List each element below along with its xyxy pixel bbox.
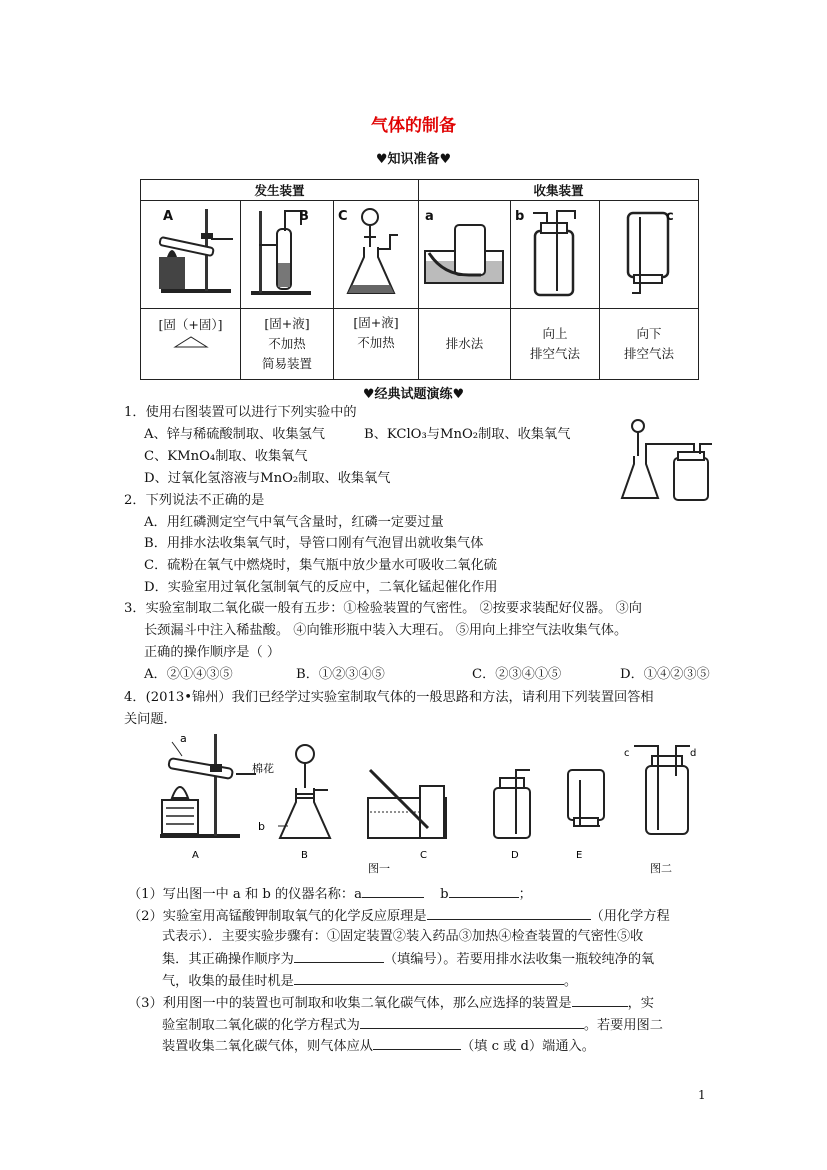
svg-text:d: d <box>690 748 697 759</box>
q2-option-d: D．实验室用过氧化氢制氧气的反应中，二氧化锰起催化作用 <box>144 580 498 595</box>
apparatus-letter: C <box>338 209 348 224</box>
answer-blank[interactable] <box>360 1014 584 1029</box>
apparatus-B-cell <box>241 201 334 309</box>
q3-option-a: A．②①④③⑤ <box>144 667 233 682</box>
svg-text:a: a <box>180 732 187 745</box>
q4-sub3-line3: 装置收集二氧化碳气体，则气体应从 （填 c 或 d）端通入。 <box>162 1035 595 1057</box>
section-heading-knowledge: ♥知识准备♥ <box>375 152 452 167</box>
q2-option-b: B．用排水法收集氧气时，导管口刚有气泡冒出就收集气体 <box>144 536 484 551</box>
q2-stem: 2．下列说法不正确的是 <box>124 493 265 508</box>
q4-sub1: （1）写出图一中 a 和 b 的仪器名称：a b ； <box>128 883 532 905</box>
q4-sub2-line3: 集．其正确操作顺序为 （填编号）。若要用排水法收集一瓶较纯净的氧 <box>162 948 654 970</box>
q3-option-b: B．①②③④⑤ <box>296 667 385 682</box>
q3-line3: 正确的操作顺序是（ ） <box>144 645 281 660</box>
figure-two-bottle-icon <box>624 746 696 834</box>
q4-sub3-line1: （3）利用图一中的装置也可制取和收集二氧化碳气体，那么应选择的装置是 ，实 <box>128 992 654 1014</box>
answer-blank[interactable] <box>572 992 628 1007</box>
label-C: [固+液] 不加热 <box>334 309 419 380</box>
apparatus-E-icon <box>568 770 604 826</box>
q1-option-c: C、KMnO₄制取、收集氧气 <box>144 449 308 464</box>
svg-text:E: E <box>576 850 583 861</box>
apparatus-D-icon <box>494 770 530 838</box>
section-heading-practice: ♥经典试题演练♥ <box>362 387 465 402</box>
svg-text:图二: 图二 <box>650 862 672 875</box>
q1-stem: 1．使用右图装置可以进行下列实验中的 <box>124 405 357 420</box>
heating-test-tube-apparatus-icon <box>141 201 240 305</box>
simple-test-tube-apparatus-icon <box>241 201 333 305</box>
answer-blank[interactable] <box>427 905 591 920</box>
q4-sub2-line2: 式表示）．主要实验步骤有：①固定装置②装入药品③加热④检查装置的气密性⑤收 <box>162 929 644 944</box>
apparatus-C-icon <box>368 770 446 838</box>
generation-header: 发生装置 <box>141 180 419 201</box>
apparatus-letter: A <box>163 209 174 224</box>
collection-b-cell <box>511 201 600 309</box>
q1-option-b: B、KClO₃与MnO₂制取、收集氧气 <box>364 427 571 442</box>
knowledge-table <box>140 179 699 380</box>
q4-sub2-line1: （2）实验室用高锰酸钾制取氧气的化学反应原理是 （用化学方程 <box>128 905 670 927</box>
q3-line1: 3．实验室制取二氧化碳一般有五步：①检验装置的气密性。 ②按要求装配好仪器。 ③向 <box>124 601 642 616</box>
svg-text:图一: 图一 <box>368 862 390 875</box>
answer-blank[interactable] <box>362 883 424 898</box>
label-c: 向下 排空气法 <box>600 309 699 380</box>
collection-c-cell <box>600 201 699 309</box>
label-A: [固（+固）] <box>141 309 241 380</box>
svg-text:B: B <box>301 850 308 861</box>
collection-a-cell <box>419 201 511 309</box>
q2-option-a: A．用红磷测定空气中氧气含量时，红磷一定要过量 <box>144 515 444 530</box>
answer-blank[interactable] <box>294 970 564 985</box>
q4-figure <box>150 730 710 880</box>
q4-sub2-line4: 气，收集的最佳时机是 。 <box>162 970 577 992</box>
apparatus-C-cell <box>334 201 419 309</box>
answer-blank[interactable] <box>449 883 519 898</box>
q4-line2: 关问题． <box>124 712 177 727</box>
q1-option-a: A、锌与稀硫酸制取、收集氢气 <box>144 427 325 442</box>
q3-option-d: D．①④②③⑤ <box>620 667 710 682</box>
q2-option-c: C．硫粉在氧气中燃烧时，集气瓶中放少量水可吸收二氧化硫 <box>144 558 497 573</box>
apparatus-A-cell <box>141 201 241 309</box>
apparatus-B-icon <box>258 745 330 838</box>
apparatus-letter: c <box>666 209 674 224</box>
downward-air-displacement-icon <box>600 201 698 305</box>
page-title: 气体的制备 <box>371 116 456 136</box>
q3-line2: 长颈漏斗中注入稀盐酸。 ④向锥形瓶中装入大理石。 ⑤用向上排空气法收集气体。 <box>144 623 628 638</box>
svg-text:C: C <box>420 850 427 861</box>
svg-text:b: b <box>258 820 265 833</box>
collection-header: 收集装置 <box>419 180 699 201</box>
q4-sub3-line2: 验室制取二氧化碳的化学方程式为 。若要用图二 <box>162 1014 663 1036</box>
svg-text:棉花: 棉花 <box>252 762 274 775</box>
answer-blank[interactable] <box>294 948 384 963</box>
heating-triangle-icon <box>171 335 211 349</box>
apparatus-letter: B <box>299 209 309 224</box>
label-B: [固+液] 不加热 简易装置 <box>241 309 334 380</box>
svg-text:A: A <box>192 850 199 861</box>
label-a: 排水法 <box>419 309 511 380</box>
apparatus-letter: b <box>515 209 525 224</box>
apparatus-A-icon <box>160 732 274 838</box>
answer-blank[interactable] <box>373 1035 461 1050</box>
apparatus-letter: a <box>425 209 434 224</box>
q1-option-d: D、过氧化氢溶液与MnO₂制取、收集氧气 <box>144 471 391 486</box>
q1-apparatus-icon <box>616 418 724 502</box>
label-b: 向上 排空气法 <box>511 309 600 380</box>
svg-text:c: c <box>624 748 630 759</box>
svg-text:D: D <box>511 850 519 861</box>
page-number: 1 <box>698 1088 706 1102</box>
q4-line1: 4．(2013•锦州）我们已经学过实验室制取气体的一般思路和方法，请利用下列装置回答相 <box>124 690 654 705</box>
q3-option-c: C．②③④①⑤ <box>472 667 562 682</box>
